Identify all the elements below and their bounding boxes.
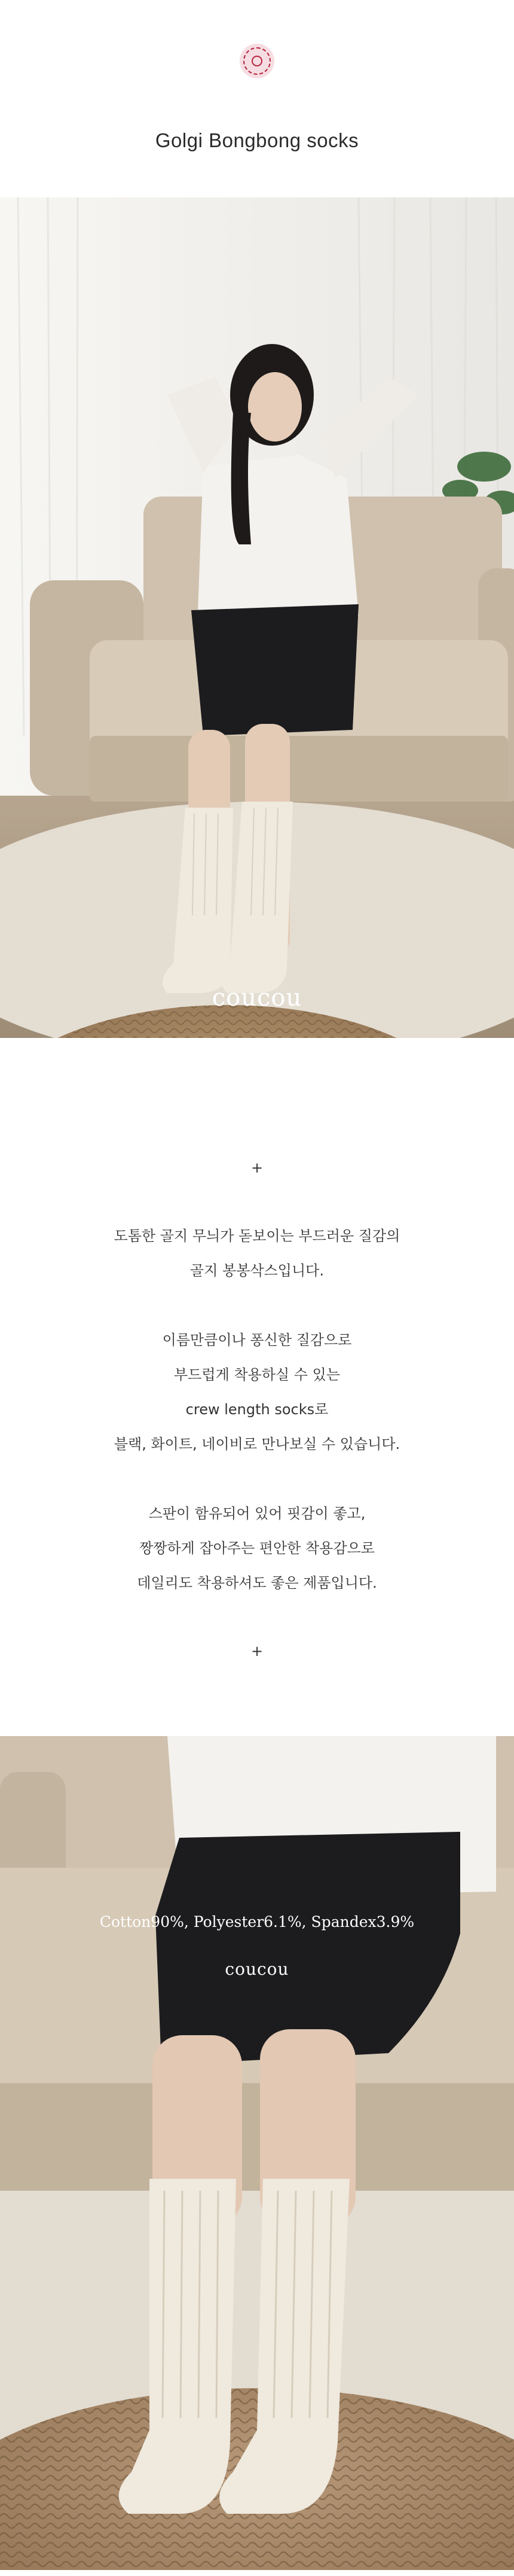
description-spacer (0, 1461, 514, 1496)
logo-center (252, 56, 262, 66)
description-line: 스판이 함유되어 있어 핏감이 좋고, (148, 1505, 366, 1522)
product-photo-full-body (0, 197, 514, 1038)
description-line: crew length socks로 (185, 1401, 329, 1418)
description-line: 짱짱하게 잡아주는 편안한 착용감으로 (139, 1540, 375, 1557)
plus-divider-bottom: + (250, 1643, 264, 1660)
product-photo-closeup (0, 1736, 514, 2570)
description-line: 블랙, 화이트, 네이비로 만나보실 수 있습니다. (114, 1436, 400, 1453)
description-text (0, 1219, 514, 1600)
coucou-round-logo-icon (240, 44, 274, 78)
description-line: 골지 봉봉삭스입니다. (190, 1262, 324, 1279)
brand-watermark: coucou (212, 984, 302, 1012)
product-description (0, 1038, 514, 1736)
description-line: 부드럽게 착용하실 수 있는 (174, 1366, 340, 1383)
brand-watermark: coucou (225, 1959, 289, 1979)
description-line: 이름만큼이나 퐁신한 질감으로 (162, 1332, 352, 1348)
description-spacer (0, 1288, 514, 1323)
product-title: Golgi Bongbong socks (155, 129, 359, 151)
page-header (0, 0, 514, 197)
logo-ring (243, 47, 271, 75)
description-line: 데일리도 착용하셔도 좋은 제품입니다. (137, 1575, 377, 1591)
photo-illustration-2 (0, 1736, 514, 2570)
description-line: 도톰한 골지 무늬가 돋보이는 부드러운 질감의 (114, 1228, 400, 1244)
photo-illustration-1 (0, 197, 514, 1038)
plus-divider-top: + (250, 1159, 264, 1176)
fabric-composition: Cotton90%, Polyester6.1%, Spandex3.9% (99, 1913, 415, 1931)
